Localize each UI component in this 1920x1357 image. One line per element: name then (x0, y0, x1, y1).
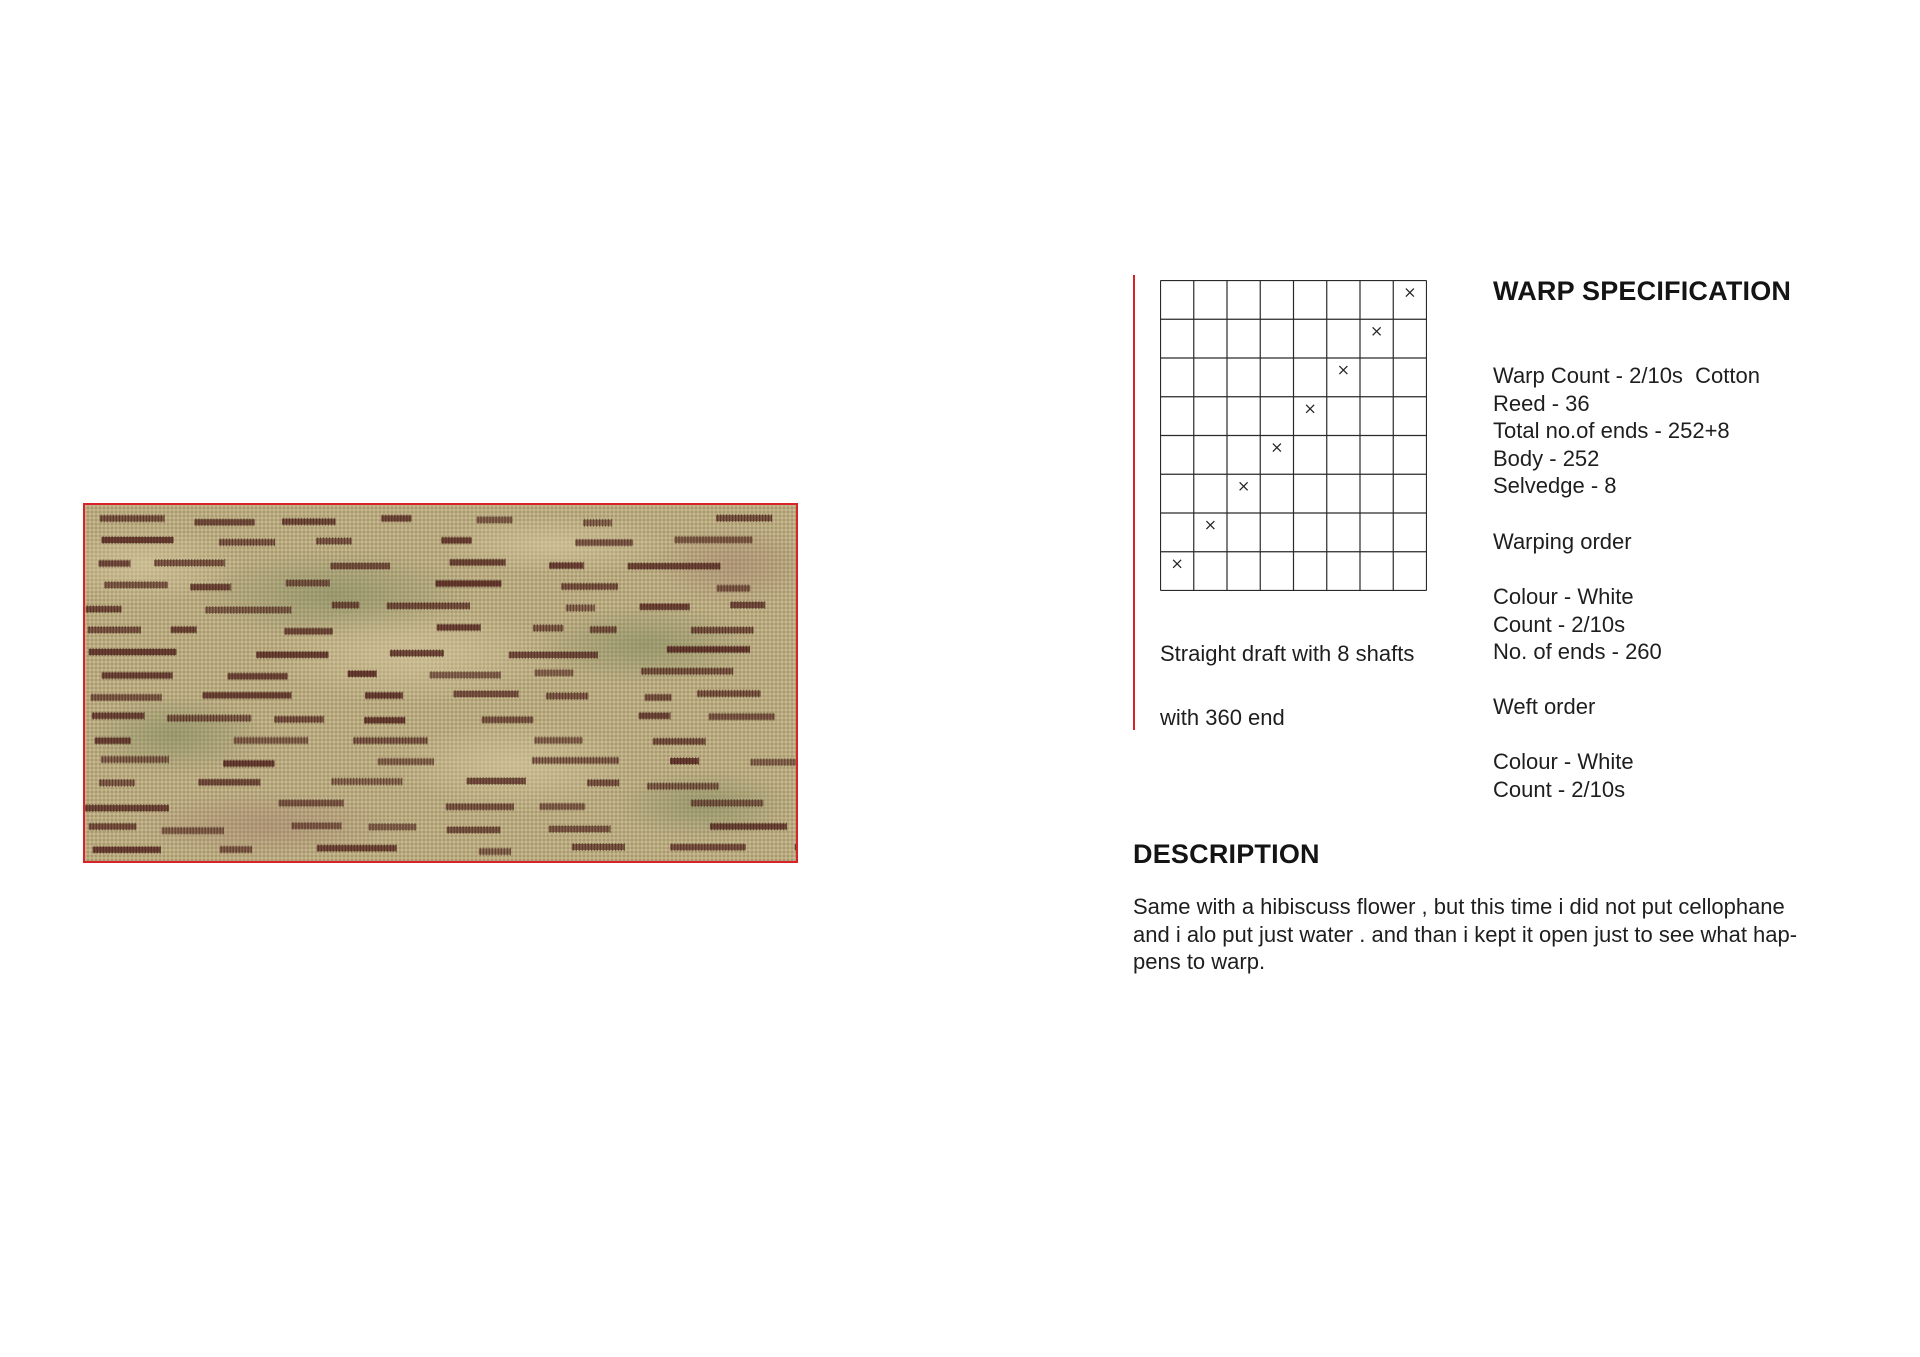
fabric-float-stripe (476, 516, 512, 524)
fabric-float-stripe (92, 712, 145, 720)
fabric-float-stripe (467, 777, 526, 785)
draft-cross-mark (1306, 405, 1314, 413)
fabric-float-stripe (590, 626, 617, 634)
total-ends: Total no.of ends - 252+8 (1493, 418, 1730, 443)
fabric-float-stripe (316, 537, 352, 545)
fabric-float-stripe (546, 692, 589, 700)
fabric-float-stripe (331, 778, 402, 786)
fabric-float-stripe (85, 804, 169, 812)
fabric-float-stripe (88, 626, 141, 634)
fabric-float-stripe (220, 846, 252, 854)
fabric-float-stripe (446, 803, 514, 811)
weft-colour: Colour - White (1493, 749, 1634, 774)
draft-grid-svg (1160, 280, 1427, 591)
description-line-2: and i alo put just water . and than i kept it open just to see what hap- (1133, 921, 1798, 947)
fabric-float-stripe (640, 603, 690, 611)
fabric-float-stripe (549, 562, 584, 570)
warping-ends: No. of ends - 260 (1493, 639, 1662, 664)
fabric-float-stripe (645, 693, 672, 701)
description-line-3: pens to warp. (1133, 949, 1266, 974)
fabric-float-stripe (378, 758, 434, 766)
fabric-float-stripe (171, 626, 197, 634)
description-heading: DESCRIPTION (1133, 839, 1320, 869)
fabric-float-stripe (381, 514, 411, 522)
fabric-float-stripe (691, 799, 764, 807)
fabric-float-stripe (532, 756, 619, 764)
draft-cross-mark (1273, 444, 1281, 452)
fabric-float-stripe (99, 559, 131, 567)
warping-colour: Colour - White (1493, 584, 1634, 609)
fabric-float-stripe (674, 536, 752, 544)
draft-cross-mark (1206, 521, 1214, 529)
fabric-float-stripe (348, 670, 377, 678)
draft-cross-mark (1373, 327, 1381, 335)
fabric-float-stripe (390, 649, 444, 657)
fabric-float-stripe (583, 519, 612, 527)
fabric-float-stripe (441, 536, 472, 544)
fabric-float-stripe (274, 715, 324, 723)
fabric-float-stripe (234, 737, 309, 745)
fabric-float-stripe (437, 623, 481, 631)
fabric-float-stripe (223, 760, 274, 768)
fabric-float-stripe (534, 669, 573, 677)
fabric-float-stripe (575, 539, 633, 547)
weft-order-label: Weft order (1493, 694, 1596, 719)
warp-details (1493, 362, 1873, 500)
fabric-float-stripe (89, 648, 177, 656)
fabric-float-stripe (534, 736, 582, 744)
fabric-float-stripe (284, 627, 333, 635)
fabric-float-stripe (587, 779, 619, 787)
fabric-float-stripe (104, 581, 168, 589)
fabric-float-stripe (387, 602, 470, 610)
fabric-float-stripe (95, 737, 131, 745)
fabric-float-stripe (447, 826, 501, 834)
draft-cross-mark (1406, 289, 1414, 297)
fabric-float-stripe (482, 716, 534, 724)
fabric-float-stripe (667, 645, 750, 653)
fabric-float-stripe (533, 624, 564, 632)
warp-count: Warp Count - 2/10s Cotton (1493, 363, 1760, 388)
fabric-float-stripe (653, 737, 706, 745)
fabric-float-stripe (100, 514, 165, 522)
fabric-texture (85, 505, 796, 861)
fabric-float-stripe (697, 690, 761, 698)
fabric-float-stripe (256, 651, 328, 659)
fabric-float-stripe (539, 803, 585, 811)
fabric-float-stripe (167, 714, 252, 722)
fabric-float-stripe (365, 692, 403, 700)
fabric-float-stripe (710, 823, 787, 831)
fabric-float-stripe (291, 822, 341, 830)
fabric-float-stripe (730, 601, 765, 609)
body-ends: Body - 252 (1493, 445, 1600, 471)
weft-order-details (1493, 748, 1873, 803)
fabric-float-stripe (566, 604, 595, 612)
draft-cross-mark (1339, 366, 1347, 374)
description-line-1: Same with a hibiscuss flower , but this time i did not put cellophane (1133, 894, 1785, 919)
fabric-float-stripe (750, 758, 796, 766)
fabric-float-stripe (716, 514, 772, 522)
weft-count: Count - 2/10s (1493, 776, 1626, 802)
fabric-float-stripe (198, 778, 260, 786)
fabric-float-stripe (572, 843, 625, 851)
fabric-float-stripe (670, 757, 699, 765)
fabric-float-stripe (102, 536, 174, 544)
fabric-float-stripe (190, 583, 231, 591)
description-text (1133, 893, 1853, 976)
fabric-float-stripe (450, 558, 506, 566)
draft-cross-mark (1240, 482, 1248, 490)
fabric-float-stripe (628, 562, 721, 570)
fabric-float-stripe (429, 671, 500, 679)
fabric-float-stripe (317, 844, 397, 852)
fabric-float-stripe (479, 848, 511, 856)
fabric-float-stripe (670, 843, 746, 851)
fabric-float-stripe (795, 843, 796, 851)
fabric-float-stripe (353, 737, 428, 745)
fabric-float-stripe (641, 667, 733, 675)
fabric-float-stripe (709, 713, 775, 721)
fabric-dye-blotch (395, 720, 635, 810)
fabric-float-stripe (91, 693, 162, 701)
fabric-float-stripe (154, 559, 225, 567)
fabric-float-stripe (102, 672, 173, 680)
draft-grid (1160, 280, 1427, 591)
fabric-float-stripe (286, 579, 330, 587)
fabric-float-stripe (101, 756, 169, 764)
fabric-float-stripe (717, 584, 751, 592)
draft-caption-line-2: with 360 end (1160, 705, 1285, 730)
warping-order-details (1493, 583, 1873, 666)
reed: Reed - 36 (1493, 390, 1590, 416)
draft-caption (1160, 622, 1460, 750)
warp-specification-heading: WARP SPECIFICATION (1493, 276, 1792, 306)
fabric-float-stripe (368, 823, 416, 831)
fabric-float-stripe (205, 606, 291, 614)
fabric-float-stripe (647, 782, 719, 790)
fabric-float-stripe (228, 672, 288, 680)
fabric-float-stripe (453, 690, 518, 698)
fabric-float-stripe (219, 538, 275, 546)
fabric-float-stripe (639, 712, 671, 720)
fabric-float-stripe (435, 580, 501, 588)
fabric-float-stripe (509, 651, 598, 659)
fabric-float-stripe (162, 827, 224, 835)
fabric-float-stripe (203, 691, 292, 699)
fabric-float-stripe (99, 779, 135, 787)
fabric-float-stripe (86, 605, 122, 613)
fabric-sample-image (83, 503, 798, 863)
fabric-float-stripe (364, 716, 405, 724)
selvedge-ends: Selvedge - 8 (1493, 473, 1617, 498)
warping-count: Count - 2/10s (1493, 611, 1626, 637)
red-divider-line (1133, 275, 1135, 730)
draft-caption-line-1: Straight draft with 8 shafts (1160, 641, 1415, 666)
fabric-float-stripe (332, 601, 360, 609)
fabric-float-stripe (194, 518, 254, 526)
fabric-float-stripe (691, 626, 754, 634)
fabric-float-stripe (279, 799, 344, 807)
fabric-float-stripe (93, 846, 161, 854)
fabric-float-stripe (549, 825, 611, 833)
fabric-float-stripe (330, 562, 390, 570)
warping-order-label: Warping order (1493, 529, 1632, 554)
fabric-float-stripe (282, 518, 336, 526)
draft-cross-mark (1173, 560, 1181, 568)
fabric-float-stripe (89, 823, 137, 831)
fabric-float-stripe (561, 583, 618, 591)
